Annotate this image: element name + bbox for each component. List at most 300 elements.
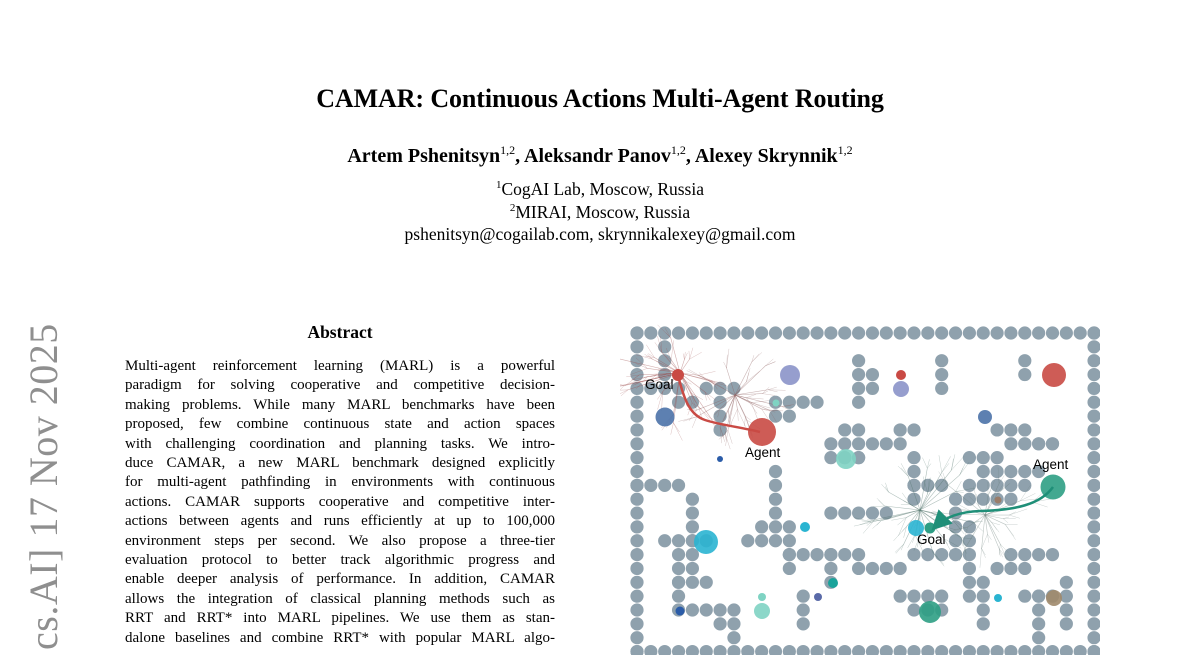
affiliation-1 bbox=[0, 179, 1200, 200]
rrt-branch bbox=[1005, 524, 1015, 539]
abstract-line: allows the integration of classical planning methods such as bbox=[125, 590, 555, 609]
obstacle bbox=[1018, 423, 1031, 436]
obstacle bbox=[991, 451, 1004, 464]
blue-agent bbox=[656, 408, 675, 427]
rrt-branch bbox=[960, 463, 966, 475]
cyan-goal-2 bbox=[994, 594, 1002, 602]
obstacle bbox=[1087, 590, 1100, 603]
mint-agent-2 bbox=[754, 603, 770, 619]
author-affil-sup: 1,2 bbox=[500, 143, 515, 157]
obstacle bbox=[658, 340, 671, 353]
rrt-branch bbox=[908, 535, 915, 548]
obstacle bbox=[991, 465, 1004, 478]
author-separator: , bbox=[686, 145, 695, 167]
obstacle bbox=[630, 493, 643, 506]
rrt-branch bbox=[873, 506, 884, 507]
obstacle bbox=[700, 603, 713, 616]
obstacle bbox=[686, 562, 699, 575]
obstacle bbox=[894, 437, 907, 450]
rrt-branch bbox=[956, 481, 962, 491]
obstacle bbox=[1004, 423, 1017, 436]
obstacle bbox=[630, 396, 643, 409]
abstract-line: actions between agents and runs efficiently at up to 100,000 bbox=[125, 512, 555, 531]
obstacle bbox=[1087, 479, 1100, 492]
obstacle bbox=[630, 451, 643, 464]
obstacle bbox=[977, 603, 990, 616]
obstacle bbox=[1087, 645, 1100, 655]
obstacle bbox=[1087, 493, 1100, 506]
obstacle bbox=[949, 645, 962, 655]
abstract-line: Multi-agent reinforcement learning (MARL) is a powerful bbox=[125, 357, 555, 376]
obstacle bbox=[1087, 506, 1100, 519]
obstacle bbox=[880, 437, 893, 450]
obstacle bbox=[1018, 465, 1031, 478]
obstacle bbox=[714, 645, 727, 655]
obstacle bbox=[963, 562, 976, 575]
rrt-branch bbox=[671, 423, 674, 435]
paper-title: CAMAR: Continuous Actions Multi-Agent Routing bbox=[0, 84, 1200, 114]
obstacle bbox=[644, 326, 657, 339]
obstacle bbox=[991, 423, 1004, 436]
affil-sup: 2 bbox=[510, 202, 516, 214]
obstacle bbox=[977, 326, 990, 339]
obstacle bbox=[866, 506, 879, 519]
author-name: Aleksandr Panov bbox=[524, 145, 671, 167]
obstacle bbox=[769, 645, 782, 655]
obstacle bbox=[866, 368, 879, 381]
mint-agent bbox=[836, 449, 856, 469]
affil-text: MIRAI, Moscow, Russia bbox=[515, 202, 690, 222]
rrt-branch bbox=[673, 423, 682, 441]
obstacle bbox=[644, 645, 657, 655]
obstacle bbox=[949, 534, 962, 547]
obstacle bbox=[991, 326, 1004, 339]
obstacle bbox=[686, 493, 699, 506]
obstacle bbox=[630, 576, 643, 589]
arxiv-stamp: cs.AI] 17 Nov 2025 bbox=[20, 323, 67, 650]
obstacle bbox=[1087, 562, 1100, 575]
rrt-branch bbox=[898, 518, 906, 536]
obstacle bbox=[783, 396, 796, 409]
obstacle bbox=[1074, 326, 1087, 339]
obstacle bbox=[630, 534, 643, 547]
abstract-line: evaluation protocol to better track algorithmic progress and bbox=[125, 551, 555, 570]
obstacle bbox=[783, 645, 796, 655]
obstacle bbox=[963, 645, 976, 655]
obstacle bbox=[824, 451, 837, 464]
obstacle bbox=[1032, 437, 1045, 450]
obstacle bbox=[1018, 326, 1031, 339]
rrt-branch bbox=[699, 372, 705, 378]
obstacle bbox=[783, 562, 796, 575]
obstacle bbox=[838, 423, 851, 436]
author-separator: , bbox=[515, 145, 524, 167]
rrt-branch bbox=[960, 462, 970, 475]
obstacle bbox=[700, 576, 713, 589]
obstacle bbox=[783, 548, 796, 561]
obstacle bbox=[949, 520, 962, 533]
obstacle bbox=[991, 645, 1004, 655]
cyan-agent-2 bbox=[694, 530, 718, 554]
abstract-line: RRT and RRT* into MARL pipelines. We use them as stan- bbox=[125, 609, 555, 628]
obstacle bbox=[1032, 590, 1045, 603]
obstacle bbox=[1004, 645, 1017, 655]
obstacle bbox=[894, 326, 907, 339]
obstacle bbox=[630, 603, 643, 616]
obstacle bbox=[894, 423, 907, 436]
rrt-branch bbox=[951, 454, 954, 470]
obstacle bbox=[880, 506, 893, 519]
obstacle bbox=[714, 396, 727, 409]
indigo-goal bbox=[814, 593, 822, 601]
obstacle bbox=[630, 410, 643, 423]
obstacle bbox=[630, 506, 643, 519]
obstacle bbox=[1087, 603, 1100, 616]
rrt-branch bbox=[939, 455, 942, 472]
obstacle bbox=[700, 326, 713, 339]
obstacle bbox=[824, 548, 837, 561]
obstacle bbox=[824, 506, 837, 519]
brown-agent bbox=[1046, 590, 1062, 606]
obstacle bbox=[630, 548, 643, 561]
rrt-branch bbox=[765, 362, 775, 366]
abstract-line: paradigm for solving cooperative and competitive decision- bbox=[125, 376, 555, 395]
obstacle bbox=[824, 437, 837, 450]
obstacle bbox=[824, 562, 837, 575]
obstacle bbox=[907, 590, 920, 603]
rrt-branch bbox=[689, 351, 690, 359]
obstacle bbox=[630, 631, 643, 644]
obstacle bbox=[1004, 562, 1017, 575]
rrt-branch bbox=[877, 521, 881, 526]
mint-goal bbox=[758, 593, 766, 601]
rrt-branch bbox=[746, 394, 756, 397]
obstacle bbox=[907, 465, 920, 478]
obstacle bbox=[700, 645, 713, 655]
rrt-branch bbox=[735, 362, 752, 395]
obstacle bbox=[852, 548, 865, 561]
abstract-line: making problems. While many MARL benchmarks have been bbox=[125, 396, 555, 415]
abstract-heading: Abstract bbox=[125, 322, 555, 343]
rrt-branch bbox=[895, 544, 904, 552]
obstacle bbox=[727, 631, 740, 644]
obstacle bbox=[1087, 354, 1100, 367]
obstacle bbox=[769, 479, 782, 492]
obstacle bbox=[1060, 326, 1073, 339]
obstacle bbox=[894, 590, 907, 603]
obstacle bbox=[672, 479, 685, 492]
obstacle bbox=[963, 548, 976, 561]
obstacle bbox=[838, 548, 851, 561]
obstacle bbox=[1060, 645, 1073, 655]
obstacle bbox=[977, 590, 990, 603]
obstacle bbox=[769, 493, 782, 506]
obstacle bbox=[783, 534, 796, 547]
obstacle bbox=[977, 645, 990, 655]
obstacle bbox=[810, 326, 823, 339]
obstacle bbox=[686, 520, 699, 533]
obstacle bbox=[1004, 479, 1017, 492]
abstract-line: proposed, few combine continuous state and action spaces bbox=[125, 415, 555, 434]
obstacle bbox=[797, 326, 810, 339]
rrt-branch bbox=[980, 548, 982, 567]
obstacle bbox=[1032, 645, 1045, 655]
rrt-branch bbox=[951, 456, 964, 470]
author-list bbox=[0, 143, 1200, 168]
obstacle bbox=[1060, 603, 1073, 616]
obstacle bbox=[1074, 645, 1087, 655]
obstacle bbox=[1046, 437, 1059, 450]
obstacle bbox=[991, 562, 1004, 575]
obstacle bbox=[852, 368, 865, 381]
obstacle bbox=[907, 645, 920, 655]
obstacle bbox=[630, 479, 643, 492]
obstacle bbox=[1018, 368, 1031, 381]
obstacle bbox=[797, 396, 810, 409]
obstacle bbox=[921, 590, 934, 603]
rrt-branch bbox=[692, 417, 697, 428]
rrt-branch bbox=[762, 394, 774, 396]
obstacle bbox=[935, 548, 948, 561]
obstacle bbox=[755, 520, 768, 533]
rrt-branch bbox=[725, 395, 735, 434]
obstacle bbox=[1087, 520, 1100, 533]
obstacle bbox=[963, 493, 976, 506]
agent-label-red: Agent bbox=[745, 445, 781, 460]
obstacle bbox=[658, 479, 671, 492]
rrt-branch bbox=[744, 416, 745, 426]
obstacle bbox=[686, 506, 699, 519]
obstacle bbox=[907, 423, 920, 436]
obstacle bbox=[1032, 548, 1045, 561]
obstacle bbox=[630, 562, 643, 575]
rrt-branch bbox=[922, 458, 927, 469]
obstacle bbox=[1018, 590, 1031, 603]
rrt-branch bbox=[901, 463, 908, 476]
obstacle bbox=[852, 396, 865, 409]
obstacle bbox=[1087, 534, 1100, 547]
obstacle bbox=[852, 326, 865, 339]
obstacle bbox=[727, 645, 740, 655]
affil-text: CogAI Lab, Moscow, Russia bbox=[501, 179, 704, 199]
camar-figure bbox=[620, 315, 1100, 655]
abstract-line: actions. CAMAR supports cooperative and competitive inter- bbox=[125, 493, 555, 512]
rrt-branch bbox=[872, 510, 920, 522]
obstacle bbox=[797, 548, 810, 561]
rrt-branch bbox=[1009, 515, 1020, 518]
obstacle bbox=[907, 479, 920, 492]
obstacle bbox=[630, 423, 643, 436]
obstacle bbox=[894, 562, 907, 575]
abstract-line: with challenging coordination and planning tasks. We intro- bbox=[125, 435, 555, 454]
obstacle bbox=[1046, 645, 1059, 655]
obstacle bbox=[769, 465, 782, 478]
rrt-branch bbox=[746, 368, 750, 382]
obstacle bbox=[755, 326, 768, 339]
obstacle bbox=[1087, 423, 1100, 436]
obstacle bbox=[977, 465, 990, 478]
author-affil-sup: 1,2 bbox=[671, 143, 686, 157]
obstacle bbox=[630, 520, 643, 533]
obstacle bbox=[714, 326, 727, 339]
author-name: Artem Pshenitsyn bbox=[347, 145, 500, 167]
abstract-line: duce CAMAR, a new MARL benchmark designed explicitly bbox=[125, 454, 555, 473]
obstacle bbox=[894, 645, 907, 655]
rrt-branch bbox=[985, 515, 1000, 544]
obstacle bbox=[1087, 326, 1100, 339]
obstacle bbox=[630, 590, 643, 603]
affil-sup: 1 bbox=[496, 179, 502, 191]
obstacle bbox=[630, 368, 643, 381]
obstacle bbox=[866, 326, 879, 339]
obstacle bbox=[838, 437, 851, 450]
obstacle bbox=[921, 645, 934, 655]
obstacle bbox=[852, 354, 865, 367]
obstacle-layer bbox=[630, 326, 1100, 655]
obstacle bbox=[852, 437, 865, 450]
obstacle bbox=[1018, 437, 1031, 450]
obstacle bbox=[977, 617, 990, 630]
rrt-branch bbox=[1009, 509, 1027, 515]
obstacle bbox=[686, 326, 699, 339]
obstacle bbox=[852, 423, 865, 436]
blue-agent-2 bbox=[978, 410, 992, 424]
obstacle bbox=[783, 326, 796, 339]
goal-label-red: Goal bbox=[645, 377, 674, 392]
obstacle bbox=[769, 326, 782, 339]
obstacle bbox=[755, 534, 768, 547]
obstacle bbox=[714, 410, 727, 423]
teal-goal bbox=[828, 578, 838, 588]
obstacle bbox=[866, 562, 879, 575]
obstacle bbox=[769, 506, 782, 519]
abstract-line: enable deeper analysis of performance. In addition, CAMAR bbox=[125, 570, 555, 589]
red-agent-2 bbox=[1042, 363, 1066, 387]
rrt-branch bbox=[768, 387, 777, 390]
obstacle bbox=[658, 645, 671, 655]
obstacle bbox=[977, 576, 990, 589]
cyan-goal bbox=[800, 522, 810, 532]
obstacle bbox=[824, 326, 837, 339]
obstacle bbox=[963, 576, 976, 589]
rrt-branch bbox=[942, 463, 949, 472]
obstacle bbox=[935, 645, 948, 655]
rrt-branch bbox=[646, 345, 654, 358]
obstacle bbox=[658, 326, 671, 339]
rrt-branch bbox=[686, 381, 694, 397]
obstacle bbox=[1032, 617, 1045, 630]
goal-label-green: Goal bbox=[917, 532, 946, 547]
obstacle bbox=[630, 340, 643, 353]
obstacle bbox=[672, 645, 685, 655]
obstacle bbox=[880, 326, 893, 339]
obstacle bbox=[1087, 576, 1100, 589]
obstacle bbox=[630, 645, 643, 655]
mint-goal-2 bbox=[773, 400, 780, 407]
obstacle bbox=[907, 603, 920, 616]
abstract-line: environment steps per second. We also propose a three-tier bbox=[125, 532, 555, 551]
obstacle bbox=[1004, 326, 1017, 339]
obstacle bbox=[1087, 437, 1100, 450]
obstacle bbox=[852, 645, 865, 655]
author-name: Alexey Skrynnik bbox=[695, 145, 838, 167]
obstacle bbox=[963, 326, 976, 339]
obstacle bbox=[1018, 548, 1031, 561]
obstacle bbox=[741, 326, 754, 339]
obstacle bbox=[727, 617, 740, 630]
obstacle bbox=[686, 603, 699, 616]
obstacle bbox=[741, 645, 754, 655]
rrt-branch bbox=[1003, 517, 1009, 519]
obstacle bbox=[769, 534, 782, 547]
obstacle bbox=[1087, 382, 1100, 395]
rrt-branch bbox=[1003, 519, 1008, 523]
abstract-body bbox=[125, 357, 555, 648]
rrt-branch bbox=[942, 456, 951, 472]
obstacle bbox=[1032, 603, 1045, 616]
rrt-branch bbox=[678, 417, 697, 422]
obstacle bbox=[1087, 396, 1100, 409]
small-red-goal bbox=[896, 370, 906, 380]
obstacle bbox=[935, 326, 948, 339]
obstacle bbox=[866, 437, 879, 450]
affiliation-2 bbox=[0, 202, 1200, 223]
obstacle bbox=[1087, 465, 1100, 478]
rrt-branch bbox=[878, 500, 884, 506]
obstacle bbox=[630, 465, 643, 478]
obstacle bbox=[1018, 562, 1031, 575]
obstacle bbox=[977, 451, 990, 464]
obstacle bbox=[1087, 548, 1100, 561]
rrt-branch bbox=[728, 430, 732, 444]
obstacle bbox=[727, 603, 740, 616]
rrt-branch bbox=[988, 490, 991, 496]
obstacle bbox=[1087, 631, 1100, 644]
author-affil-sup: 1,2 bbox=[838, 143, 853, 157]
obstacle bbox=[935, 368, 948, 381]
obstacle bbox=[672, 534, 685, 547]
obstacle bbox=[797, 603, 810, 616]
rrt-branch bbox=[765, 359, 773, 366]
obstacle bbox=[1018, 354, 1031, 367]
abstract-line: dalone baselines and combine RRT* with popular MARL algo- bbox=[125, 629, 555, 648]
obstacle bbox=[644, 479, 657, 492]
obstacle bbox=[935, 590, 948, 603]
rrt-branch bbox=[901, 468, 908, 477]
rrt-branch bbox=[735, 395, 751, 403]
obstacle bbox=[797, 590, 810, 603]
obstacle bbox=[949, 326, 962, 339]
rrt-branch bbox=[683, 354, 684, 360]
author-emails[interactable]: pshenitsyn@cogailab.com, skrynnikalexey@gmail.com bbox=[0, 224, 1200, 245]
green-agent-2 bbox=[919, 601, 941, 623]
obstacle bbox=[838, 506, 851, 519]
navy-goal-2 bbox=[717, 456, 723, 462]
obstacle bbox=[783, 520, 796, 533]
obstacle bbox=[1032, 631, 1045, 644]
purple-agent bbox=[780, 365, 800, 385]
obstacle bbox=[838, 326, 851, 339]
obstacle bbox=[672, 548, 685, 561]
obstacle bbox=[672, 396, 685, 409]
obstacle bbox=[686, 576, 699, 589]
rrt-branch bbox=[762, 391, 768, 394]
obstacle bbox=[755, 645, 768, 655]
obstacle bbox=[630, 437, 643, 450]
obstacle bbox=[852, 562, 865, 575]
obstacle bbox=[838, 645, 851, 655]
obstacle bbox=[1046, 548, 1059, 561]
